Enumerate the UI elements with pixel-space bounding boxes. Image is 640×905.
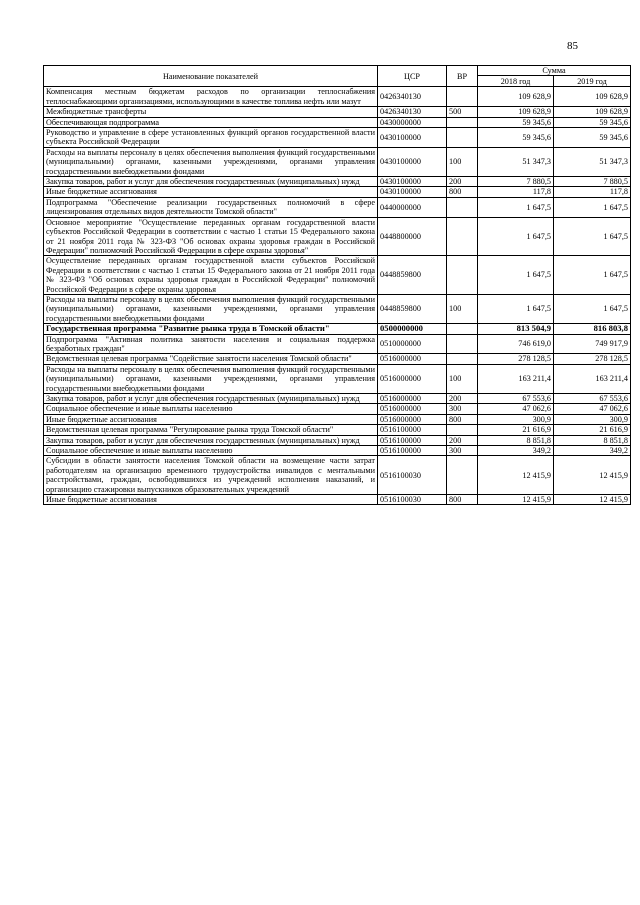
cell-csr: 0430000000 (378, 117, 447, 127)
cell-csr: 0426340130 (378, 87, 447, 107)
cell-sum-2018: 746 619,0 (478, 334, 554, 354)
cell-sum-2019: 1 647,5 (554, 256, 631, 295)
cell-vr: 300 (447, 404, 478, 414)
cell-csr: 0516000000 (378, 404, 447, 414)
table-row (44, 128, 631, 148)
cell-sum-2018: 51 347,3 (478, 147, 554, 176)
cell-csr: 0430100000 (378, 147, 447, 176)
table-row (44, 187, 631, 197)
cell-csr: 0430100000 (378, 177, 447, 187)
cell-csr: 0500000000 (378, 324, 447, 334)
cell-sum-2018: 349,2 (478, 446, 554, 456)
cell-name: Расходы на выплаты персоналу в целях обеспечения выполнения функций государственными (муниципальными) органами, казенными учреждениями, органами управления государственными внебюджетными фондами (44, 147, 378, 176)
cell-sum-2018: 109 628,9 (478, 107, 554, 117)
cell-name: Иные бюджетные ассигнования (44, 414, 378, 424)
cell-name: Субсидии в области занятости населения Томской области на возмещение части затрат работодателям на организацию временного трудоустройства инвалидов с ментальными расстройствами, граждан, освободившихся из учреждений исполнения наказаний, и организацию стажировки выпускников образовательных учреждений (44, 456, 378, 495)
cell-csr: 0516000000 (378, 414, 447, 424)
table-row (44, 425, 631, 435)
cell-vr (447, 128, 478, 148)
cell-sum-2019: 21 616,9 (554, 425, 631, 435)
cell-vr (447, 87, 478, 107)
cell-name: Закупка товаров, работ и услуг для обеспечения государственных (муниципальных) нужд (44, 177, 378, 187)
table-row (44, 495, 631, 505)
cell-vr (447, 217, 478, 256)
cell-vr (447, 425, 478, 435)
table-row (44, 404, 631, 414)
cell-csr: 0510000000 (378, 334, 447, 354)
cell-name: Расходы на выплаты персоналу в целях обеспечения выполнения функций государственными (муниципальными) органами, казенными учреждениями, органами управления государственными внебюджетными фондами (44, 294, 378, 323)
cell-vr (447, 354, 478, 364)
cell-name: Государственная программа "Развитие рынка труда в Томской области" (44, 324, 378, 334)
cell-sum-2019: 278 128,5 (554, 354, 631, 364)
cell-name: Социальное обеспечение и иные выплаты населению (44, 446, 378, 456)
table-row (44, 414, 631, 424)
header-sum: Сумма (478, 66, 631, 76)
cell-sum-2018: 67 553,6 (478, 394, 554, 404)
cell-sum-2019: 1 647,5 (554, 197, 631, 217)
cell-sum-2019: 1 647,5 (554, 294, 631, 323)
cell-csr: 0430100000 (378, 128, 447, 148)
cell-csr: 0516000000 (378, 354, 447, 364)
cell-sum-2019: 349,2 (554, 446, 631, 456)
cell-sum-2019: 51 347,3 (554, 147, 631, 176)
cell-sum-2019: 300,9 (554, 414, 631, 424)
cell-sum-2019: 67 553,6 (554, 394, 631, 404)
cell-sum-2019: 816 803,8 (554, 324, 631, 334)
cell-sum-2019: 12 415,9 (554, 495, 631, 505)
table-row (44, 197, 631, 217)
cell-name: Расходы на выплаты персоналу в целях обеспечения выполнения функций государственными (муниципальными) органами, казенными учреждениями, органами управления государственными внебюджетными фондами (44, 364, 378, 393)
budget-table (43, 65, 631, 505)
cell-csr: 0516100000 (378, 435, 447, 445)
cell-name: Ведомственная целевая программа "Регулирование рынка труда Томской области" (44, 425, 378, 435)
cell-name: Социальное обеспечение и иные выплаты населению (44, 404, 378, 414)
cell-sum-2019: 12 415,9 (554, 456, 631, 495)
table-row (44, 294, 631, 323)
table-row (44, 324, 631, 334)
table-row (44, 354, 631, 364)
cell-vr: 100 (447, 364, 478, 393)
cell-csr: 0516100030 (378, 456, 447, 495)
cell-sum-2018: 59 345,6 (478, 128, 554, 148)
table-row (44, 364, 631, 393)
cell-sum-2018: 163 211,4 (478, 364, 554, 393)
cell-sum-2019: 109 628,9 (554, 87, 631, 107)
cell-sum-2019: 47 062,6 (554, 404, 631, 414)
cell-vr: 800 (447, 414, 478, 424)
cell-vr: 500 (447, 107, 478, 117)
cell-sum-2018: 117,8 (478, 187, 554, 197)
cell-sum-2019: 59 345,6 (554, 117, 631, 127)
cell-vr: 200 (447, 435, 478, 445)
cell-name: Основное мероприятие "Осуществление переданных органам государственной власти субъектов Российской Федерации в соответствии с частью 1 статьи 15 Федерального закона от 21 ноября 2011 года № 323-ФЗ "Об основах охраны здоровья граждан в Российской Федерации" полномочий Российской Федерации в сфере охраны здоровья" (44, 217, 378, 256)
cell-sum-2019: 749 917,9 (554, 334, 631, 354)
table-row (44, 256, 631, 295)
table-row (44, 435, 631, 445)
cell-vr (447, 456, 478, 495)
cell-sum-2018: 300,9 (478, 414, 554, 424)
cell-name: Осуществление переданных органам государственной власти субъектов Российской Федерации в соответствии с частью 1 статьи 15 Федерального закона от 21 ноября 2011 года № 323-ФЗ "Об основах охраны здоровья граждан в Российской Федерации" полномочий Российской Федерации в сфере охраны здоровья (44, 256, 378, 295)
cell-sum-2018: 21 616,9 (478, 425, 554, 435)
cell-name: Ведомственная целевая программа "Содействие занятости населения Томской области" (44, 354, 378, 364)
cell-sum-2018: 1 647,5 (478, 217, 554, 256)
cell-vr: 800 (447, 495, 478, 505)
cell-vr (447, 334, 478, 354)
cell-vr (447, 256, 478, 295)
table-row (44, 394, 631, 404)
cell-sum-2019: 1 647,5 (554, 217, 631, 256)
cell-csr: 0516000000 (378, 394, 447, 404)
header-name: Наименование показателей (44, 66, 378, 87)
header-year-2019: 2019 год (554, 76, 631, 87)
cell-sum-2019: 59 345,6 (554, 128, 631, 148)
table-header (44, 66, 631, 87)
cell-vr (447, 197, 478, 217)
cell-sum-2018: 813 504,9 (478, 324, 554, 334)
cell-sum-2018: 8 851,8 (478, 435, 554, 445)
cell-csr: 0448859800 (378, 256, 447, 295)
cell-sum-2019: 7 880,5 (554, 177, 631, 187)
cell-name: Иные бюджетные ассигнования (44, 187, 378, 197)
cell-csr: 0516100000 (378, 446, 447, 456)
cell-sum-2019: 117,8 (554, 187, 631, 197)
cell-name: Межбюджетные трансферты (44, 107, 378, 117)
table-row (44, 87, 631, 107)
cell-sum-2018: 12 415,9 (478, 456, 554, 495)
cell-vr (447, 117, 478, 127)
cell-name: Закупка товаров, работ и услуг для обеспечения государственных (муниципальных) нужд (44, 394, 378, 404)
table-row (44, 456, 631, 495)
table-row (44, 334, 631, 354)
cell-vr: 200 (447, 394, 478, 404)
cell-sum-2018: 1 647,5 (478, 197, 554, 217)
cell-csr: 0516000000 (378, 364, 447, 393)
cell-vr: 100 (447, 294, 478, 323)
cell-sum-2019: 163 211,4 (554, 364, 631, 393)
cell-sum-2018: 47 062,6 (478, 404, 554, 414)
table-row (44, 117, 631, 127)
cell-sum-2018: 12 415,9 (478, 495, 554, 505)
cell-sum-2019: 8 851,8 (554, 435, 631, 445)
cell-sum-2018: 109 628,9 (478, 87, 554, 107)
table-row (44, 107, 631, 117)
cell-sum-2018: 59 345,6 (478, 117, 554, 127)
cell-name: Компенсация местным бюджетам расходов по организации теплоснабжения теплоснабжающими организациями, использующими в качестве топлива нефть или мазут (44, 87, 378, 107)
cell-csr: 0516100000 (378, 425, 447, 435)
cell-csr: 0426340130 (378, 107, 447, 117)
table-body (44, 87, 631, 505)
table-row (44, 147, 631, 176)
cell-sum-2018: 1 647,5 (478, 256, 554, 295)
page-number: 85 (567, 40, 578, 52)
cell-name: Закупка товаров, работ и услуг для обеспечения государственных (муниципальных) нужд (44, 435, 378, 445)
cell-csr: 0430100000 (378, 187, 447, 197)
cell-name: Иные бюджетные ассигнования (44, 495, 378, 505)
cell-name: Руководство и управление в сфере установленных функций органов государственной власти субъекта Российской Федерации (44, 128, 378, 148)
cell-sum-2018: 278 128,5 (478, 354, 554, 364)
cell-csr: 0440000000 (378, 197, 447, 217)
cell-vr: 100 (447, 147, 478, 176)
table-row (44, 217, 631, 256)
header-year-2018: 2018 год (478, 76, 554, 87)
cell-vr (447, 324, 478, 334)
cell-csr: 0448859800 (378, 294, 447, 323)
cell-name: Обеспечивающая подпрограмма (44, 117, 378, 127)
cell-vr: 800 (447, 187, 478, 197)
cell-name: Подпрограмма "Обеспечение реализации государственных полномочий в сфере лицензирования отдельных видов деятельности Томской области" (44, 197, 378, 217)
cell-csr: 0516100030 (378, 495, 447, 505)
cell-sum-2018: 1 647,5 (478, 294, 554, 323)
header-csr: ЦСР (378, 66, 447, 87)
cell-csr: 0448800000 (378, 217, 447, 256)
cell-sum-2018: 7 880,5 (478, 177, 554, 187)
cell-sum-2019: 109 628,9 (554, 107, 631, 117)
cell-name: Подпрограмма "Активная политика занятости населения и социальная поддержка безработных граждан" (44, 334, 378, 354)
cell-vr: 200 (447, 177, 478, 187)
table-row (44, 446, 631, 456)
cell-vr: 300 (447, 446, 478, 456)
table-row (44, 177, 631, 187)
header-vr: ВР (447, 66, 478, 87)
